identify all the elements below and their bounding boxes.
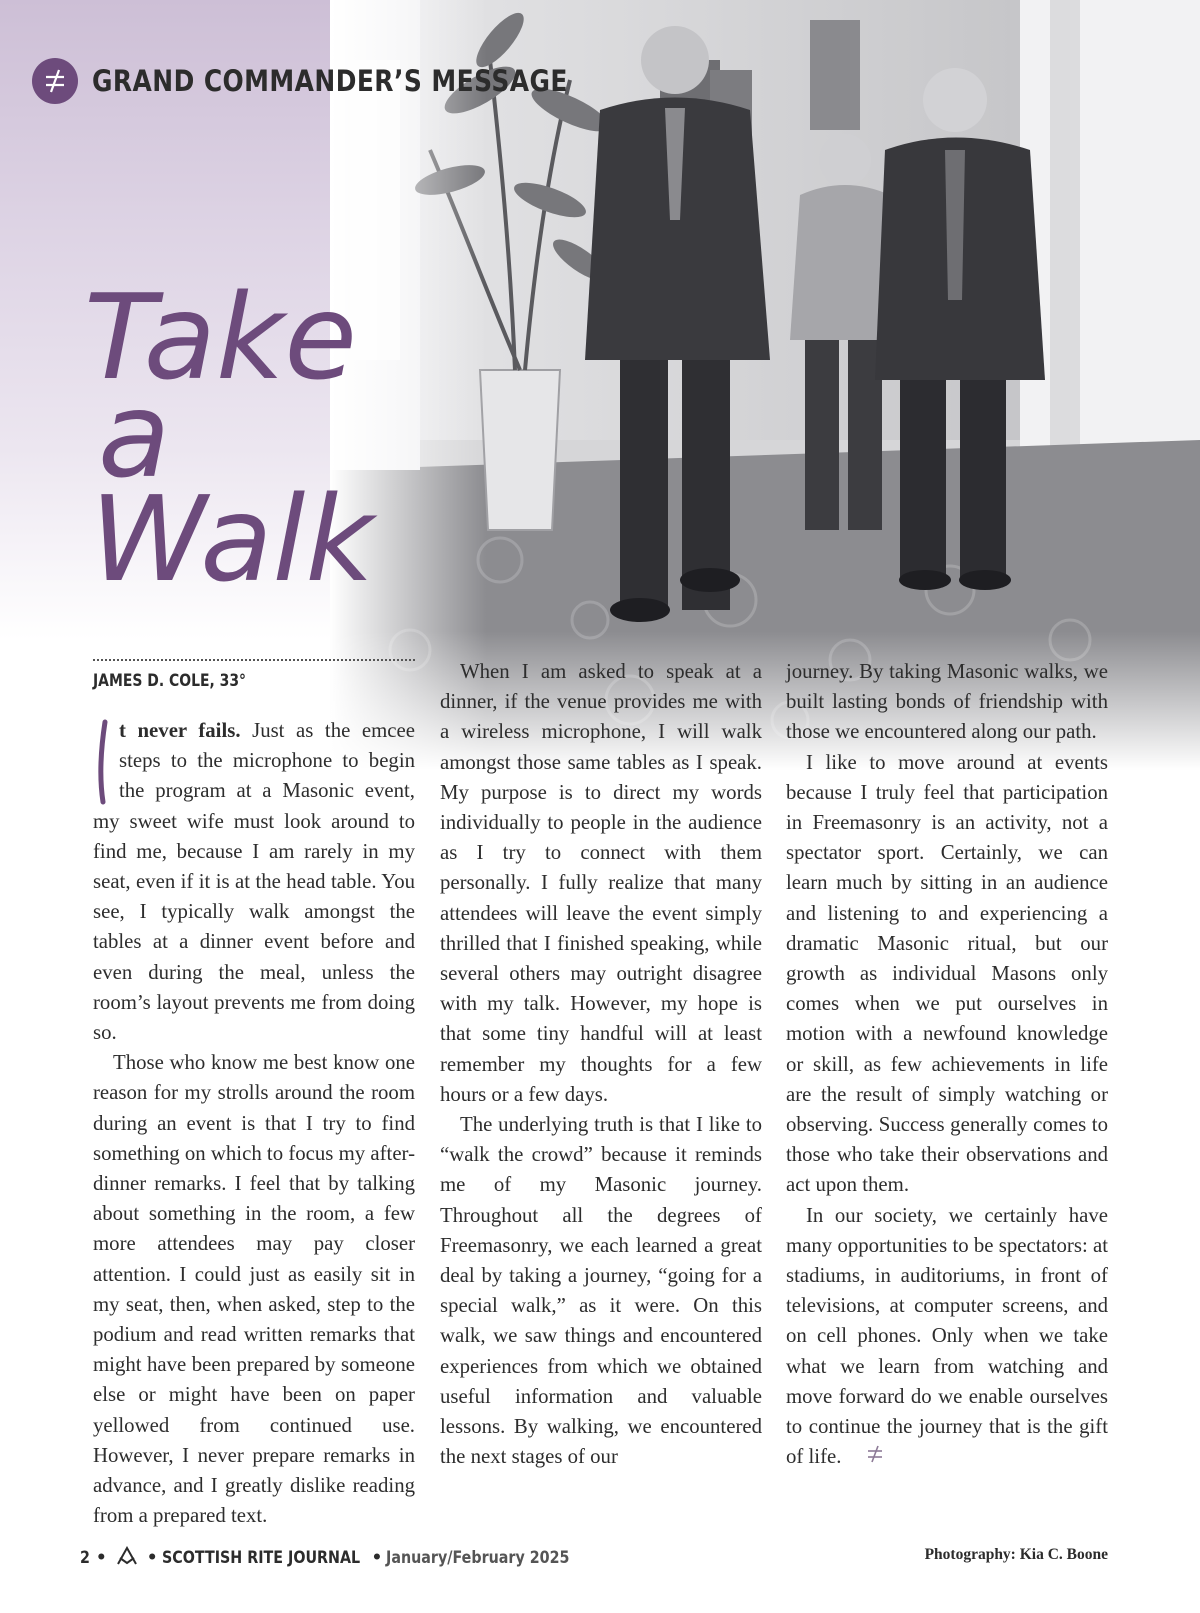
article-paragraph-6	[786, 1201, 1108, 1474]
photo-credit: Photography: Kia C. Boone	[924, 1546, 1108, 1563]
headline-line-3: Walk	[90, 470, 374, 608]
paragraph-text: Just as the emcee steps to the microphone to begin the program at a Masonic event, my sweet wife must look around to find me, because I am rarely in my seat, even if it is at the head table. You see, I typically walk amongst the tables at a dinner event before and even during the meal, unless the room’s layout prevents me from doing so.	[93, 719, 416, 1045]
section-title: GRAND COMMANDER’S MESSAGE	[92, 64, 568, 98]
drop-cap-letter-i	[93, 718, 113, 806]
page-number: 2	[80, 1548, 90, 1568]
headline	[84, 270, 414, 615]
paragraph-text: In our society, we certainly have many opportunities to be spectators: at stadiums, in auditoriums, in front of televisions, at computer screens, and on cell phones. Only when we take what we learn from watching and move forward do we enable ourselves to continue the journey that is the gift of life.	[786, 1203, 1108, 1469]
issue-date: January/February 2025	[386, 1548, 570, 1568]
byline-divider	[93, 659, 415, 661]
scottish-rite-end-mark-icon	[845, 1443, 885, 1473]
footer-bullet: •	[95, 1548, 107, 1568]
article-column-2	[440, 657, 762, 1472]
footer-bullet: •	[371, 1548, 383, 1568]
article-paragraph-4-continued: journey. By taking Masonic walks, we built lasting bonds of friendship with those we encountered along our path.	[786, 660, 1108, 744]
article-column-3	[786, 657, 1108, 1474]
square-and-compasses-icon	[116, 1546, 138, 1571]
article-paragraph-2: Those who know me best know one reason for my strolls around the room during an event is that I try to find something on which to focus my after-dinner remarks. I feel that by talking about something in the room, a few more attendees may pay closer attention. I could just as easily sit in my seat, then, when asked, step to the podium and read written remarks that might have been prepared by someone else or might have been on paper yellowed from continued use. However, I never prepare remarks in advance, and I greatly dislike reading from a prepared text.	[93, 1051, 415, 1528]
article-paragraph-1	[93, 716, 415, 1048]
article-column-1	[93, 716, 415, 1531]
journal-name: SCOTTISH RITE JOURNAL	[161, 1548, 360, 1568]
hallway-photo	[330, 0, 1200, 770]
article-paragraph-4: The underlying truth is that I like to “walk the crowd” because it reminds me of my Masonic journey. Throughout all the degrees of Freemasonry, we each learned a great deal by taking a journey, “going for a special walk,” as it were. On this walk, we saw things and encountered experiences from which we obtained useful information and valuable lessons. By walking, we encountered the next stages of our	[440, 1113, 762, 1469]
headline-line-2: a	[98, 366, 171, 504]
headline-line-1: Take	[84, 270, 357, 406]
article-paragraph-3: When I am asked to speak at a dinner, if the venue provides me with a wireless microphone, I will walk amongst those same tables as I speak. My purpose is to direct my words individually to people in the audience as I try to connect with them personally. I fully realize that many attendees will leave the event simply thrilled that I finished speaking, while several others may outright disagree with my talk. However, my hope is that some tiny handful will at least remember my thoughts for a few hours or a few days.	[440, 660, 762, 1106]
article-paragraph-5: I like to move around at events because I truly feel that participation in Freemasonry is an activity, not a spectator sport. Certainly, we can learn much by sitting in an audience and listening to and experiencing a dramatic Masonic ritual, but our growth as individual Masons only comes when we put ourselves in motion with a newfound knowledge or skill, as few achievements in life are the result of simply watching or observing. Success generally comes to those who take their observations and act upon them.	[786, 750, 1108, 1197]
section-header	[32, 58, 645, 104]
lead-in: t never fails.	[119, 719, 241, 742]
scottish-rite-double-eagle-icon	[32, 58, 78, 104]
footer-bullet: •	[146, 1548, 158, 1568]
byline: JAMES D. COLE, 33°	[93, 671, 246, 691]
footer-folio	[80, 1543, 605, 1573]
